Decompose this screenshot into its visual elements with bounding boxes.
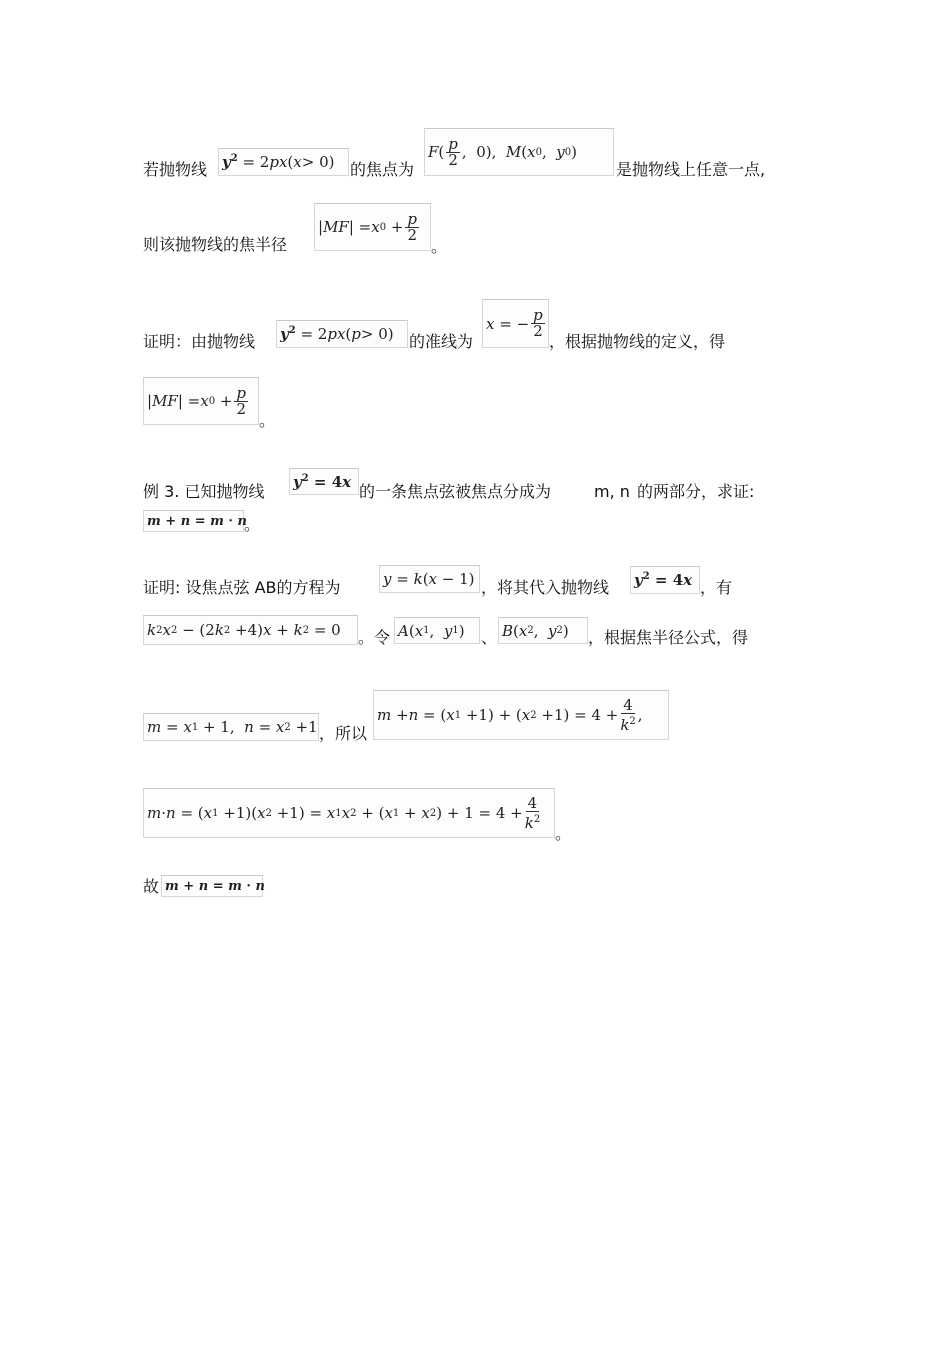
para1-text-4: 则该抛物线的焦半径 xyxy=(143,235,288,254)
formula-point-a: A ( x 1 , y 1 ) xyxy=(394,617,480,644)
proof1-text-4: 。 xyxy=(259,411,276,430)
formula-m-n-values: m = x 1 + 1, n = x 2 +1 xyxy=(143,713,319,741)
para1-text-1: 若抛物线 xyxy=(143,160,208,179)
example3-text-5: 。 xyxy=(244,515,261,534)
formula-focal-radius: | MF | = x 0 + $\frac{p}{2}$ xyxy=(314,203,431,251)
formula-focus-point: F ( $\frac{p}{2}$ , 0), M ( x 0 , y 0 ) xyxy=(424,128,614,176)
proof2-text-9: 故 xyxy=(143,877,160,896)
proof2-text-6: ，根据焦半径公式，得 xyxy=(588,628,749,647)
proof1-text-1: 证明：由抛物线 xyxy=(143,332,256,351)
proof2-text-5: 、 xyxy=(481,628,498,647)
formula-conclusion: m + n = m · n xyxy=(161,875,263,897)
para1-text-3: 是抛物线上任意一点, xyxy=(616,160,766,179)
example3-text-1: 例 3. 已知抛物线 xyxy=(143,482,265,501)
formula-parabola-x-pos: $y^2$ = 2 px ( x > 0) xyxy=(218,148,349,176)
formula-m-times-n: m · n = ( x 1 +1)( x 2 +1) = x 1 x 2 + ( x 1 + x 2 ) + 1 = 4 + $\frac{4}{k^2}$ xyxy=(143,788,555,838)
example3-text-4: 的两部分，求证: xyxy=(637,482,755,501)
formula-claim: m + n = m · n xyxy=(143,510,244,532)
formula-parabola-4x: $y^2 = 4x$ xyxy=(289,468,359,495)
example3-mn: m, n xyxy=(594,482,630,501)
formula-chord-line: y = k ( x − 1) xyxy=(379,565,480,593)
formula-point-b: B ( x 2 , y 2 ) xyxy=(498,617,588,644)
proof2-text-3: ，有 xyxy=(700,578,733,597)
proof2-text-1: 证明: 设焦点弦 AB的方程为 xyxy=(143,578,341,597)
proof2-text-7: ，所以 xyxy=(319,724,368,743)
proof2-text-4: 。令 xyxy=(358,628,391,647)
formula-quadratic: k 2 x 2 − (2 k 2 +4) x + k 2 = 0 xyxy=(143,615,358,645)
formula-m-plus-n: m + n = ( x 1 +1) + ( x 2 +1) = 4 + $\frac{4}{k^2}$ , xyxy=(373,690,669,740)
proof2-text-2: ，将其代入抛物线 xyxy=(481,578,610,597)
proof2-text-8: 。 xyxy=(555,824,572,843)
formula-focal-radius-result: | MF | = x 0 + $\frac{p}{2}$ xyxy=(143,377,259,425)
formula-directrix: x = − $\frac{p}{2}$ xyxy=(482,299,549,348)
formula-parabola-p-pos: $y^2$ = 2 px ( p > 0) xyxy=(276,320,408,348)
example3-text-2: 的一条焦点弦被焦点分成为 xyxy=(359,482,552,501)
para1-text-2: 的焦点为 xyxy=(350,160,415,179)
para1-text-5: 。 xyxy=(431,237,448,256)
formula-parabola-4x-2: $y^2 = 4x$ xyxy=(630,566,700,594)
proof1-text-2: 的准线为 xyxy=(409,332,474,351)
proof1-text-3: ，根据抛物线的定义，得 xyxy=(549,332,726,351)
